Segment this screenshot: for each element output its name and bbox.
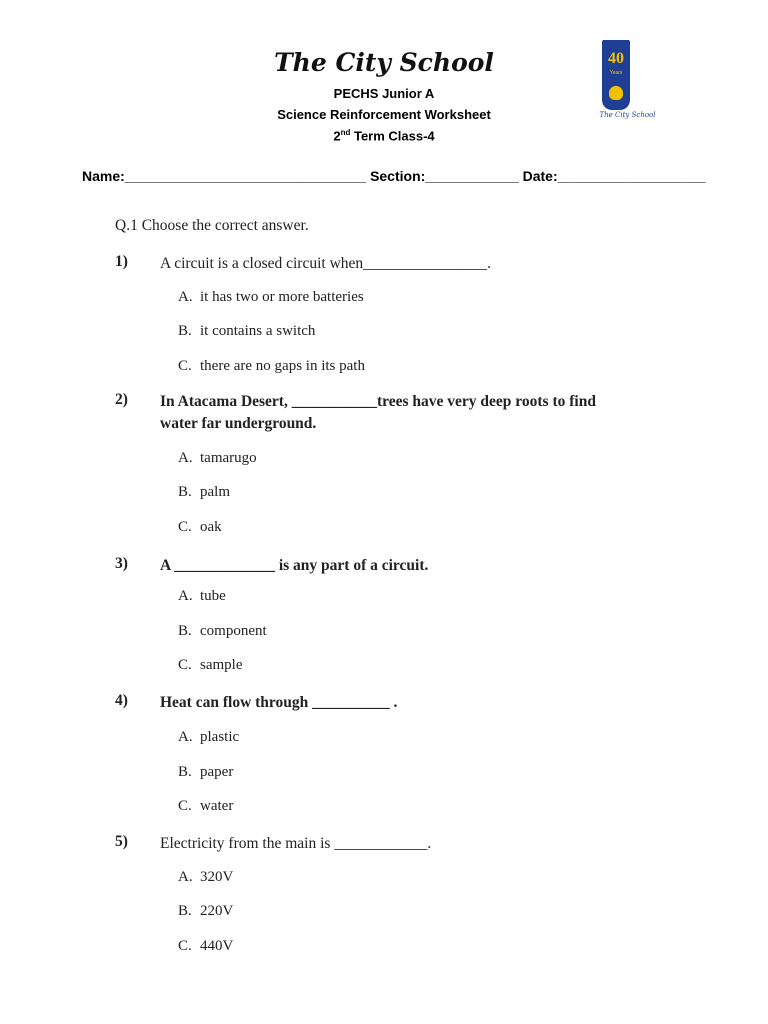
date-label: Date: — [522, 168, 558, 184]
option-label: C. — [178, 938, 192, 954]
question-text: A _____________ is any part of a circuit. — [160, 557, 429, 574]
answer-option[interactable] — [178, 323, 315, 340]
date-field[interactable]: ___________________ — [557, 168, 706, 184]
answer-option[interactable] — [178, 289, 364, 306]
option-label: B. — [178, 903, 192, 919]
option-label: A. — [178, 289, 193, 305]
instruction-heading: Q.1 Choose the correct answer. — [115, 217, 309, 234]
option-text: paper — [200, 764, 234, 780]
crest-icon — [609, 86, 623, 100]
school-title: The City School — [274, 48, 494, 77]
question-text: A circuit is a closed circuit when________________. — [160, 255, 492, 272]
term-rest: Term Class-4 — [350, 128, 435, 144]
question-number: 5) — [115, 833, 128, 850]
name-field[interactable]: _______________________________ — [124, 168, 367, 184]
option-text: 220V — [200, 903, 234, 919]
term-class — [0, 128, 768, 143]
option-text: tamarugo — [200, 450, 257, 466]
option-text: water — [200, 798, 234, 814]
answer-option[interactable] — [178, 729, 239, 746]
option-label: A. — [178, 588, 193, 604]
answer-option[interactable] — [178, 798, 233, 815]
logo-caption: The City School — [599, 111, 656, 119]
option-text: it has two or more batteries — [200, 289, 364, 305]
school-logo — [585, 40, 670, 124]
name-label: Name: — [82, 168, 125, 184]
answer-option[interactable] — [178, 588, 226, 605]
logo-shield — [602, 40, 630, 110]
student-info-row — [82, 168, 706, 184]
worksheet-title: Science Reinforcement Worksheet — [277, 107, 491, 122]
answer-option[interactable] — [178, 764, 233, 781]
option-text: palm — [200, 484, 230, 500]
question-number: 1) — [115, 253, 128, 270]
option-label: C. — [178, 657, 192, 673]
answer-option[interactable] — [178, 657, 243, 674]
question-text: Electricity from the main is ____________. — [160, 835, 432, 852]
answer-option[interactable] — [178, 869, 233, 886]
option-text: oak — [200, 519, 222, 535]
answer-option[interactable] — [178, 519, 222, 536]
section-field[interactable]: ____________ — [425, 168, 519, 184]
option-label: B. — [178, 764, 192, 780]
option-text: plastic — [200, 729, 240, 745]
term-suffix: nd — [340, 128, 351, 137]
option-text: tube — [200, 588, 226, 604]
answer-option[interactable] — [178, 903, 233, 920]
branch-name: PECHS Junior A — [333, 86, 435, 101]
option-label: B. — [178, 484, 192, 500]
option-label: A. — [178, 450, 193, 466]
term-number: 2 — [333, 128, 341, 144]
answer-option[interactable] — [178, 938, 233, 955]
question-number: 4) — [115, 692, 128, 709]
question-number: 2) — [115, 391, 128, 408]
logo-small-text: Years — [609, 70, 623, 76]
option-label: C. — [178, 519, 192, 535]
question-text: Heat can flow through __________ . — [160, 694, 398, 711]
section-label: Section: — [370, 168, 426, 184]
answer-option[interactable] — [178, 623, 267, 640]
answer-option[interactable] — [178, 484, 230, 501]
option-text: 440V — [200, 938, 234, 954]
option-label: A. — [178, 729, 193, 745]
answer-option[interactable] — [178, 358, 365, 375]
logo-number: 40 — [608, 50, 624, 67]
option-label: C. — [178, 798, 192, 814]
question-text-line2: water far underground. — [160, 415, 317, 432]
option-text: component — [200, 623, 267, 639]
option-text: 320V — [200, 869, 234, 885]
option-label: B. — [178, 323, 192, 339]
option-text: there are no gaps in its path — [200, 358, 365, 374]
option-label: B. — [178, 623, 192, 639]
option-label: A. — [178, 869, 193, 885]
option-label: C. — [178, 358, 192, 374]
answer-option[interactable] — [178, 450, 257, 467]
option-text: sample — [200, 657, 243, 673]
question-text: In Atacama Desert, ___________trees have very deep roots to find — [160, 393, 596, 410]
question-number: 3) — [115, 555, 128, 572]
option-text: it contains a switch — [200, 323, 316, 339]
